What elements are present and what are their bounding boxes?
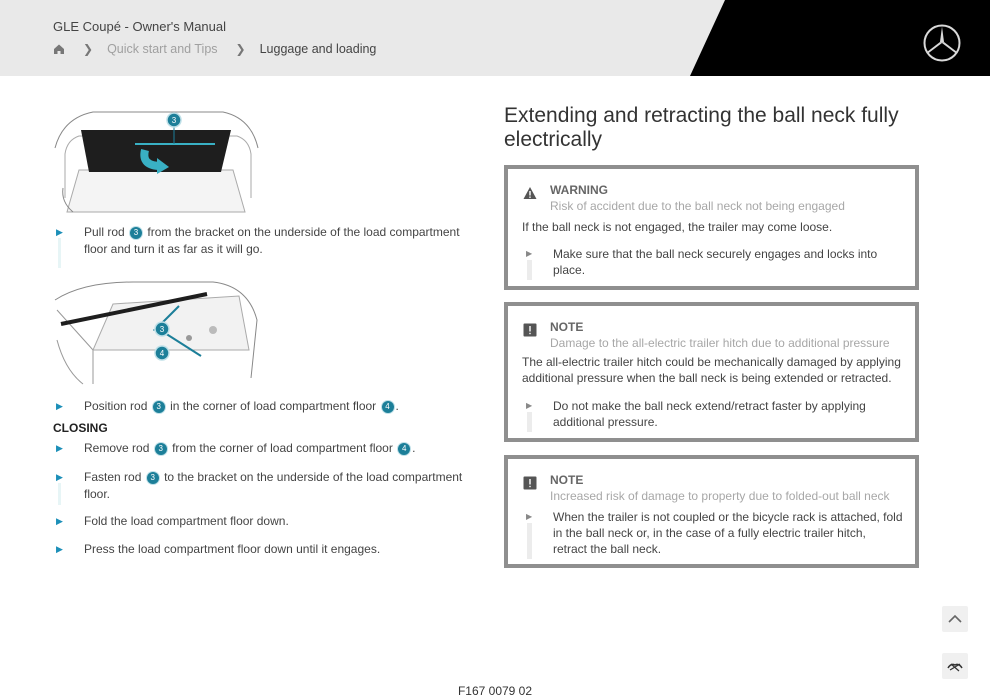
step-progress-bar: [527, 523, 532, 559]
step-arrow-icon: ▶: [526, 401, 533, 410]
figure-label-3: 3: [171, 116, 177, 125]
badge-rod-3: 3: [155, 443, 167, 455]
warning-body: If the ball neck is not engaged, the trailer may come loose.: [522, 220, 833, 234]
breadcrumb-link-quick-start[interactable]: Quick start and Tips: [107, 42, 218, 56]
vehicle-logo-button[interactable]: [942, 653, 968, 679]
step-text: Pull rod 3 from the bracket on the underside of the load compartment floor and turn it as far as it will go.: [84, 225, 460, 256]
chevron-right-icon: ❯: [83, 42, 94, 56]
note-step: [526, 398, 906, 432]
note-step: [526, 509, 906, 559]
step-pull-rod: [56, 224, 476, 268]
step-text: Fasten rod 3 to the bracket on the underside of the load compartment floor.: [84, 470, 463, 501]
rod-position-illustration: [53, 280, 259, 386]
step-progress-bar: [527, 260, 532, 280]
figure-label-4: 4: [159, 349, 165, 358]
home-icon[interactable]: [53, 43, 65, 55]
step-arrow-icon: ▶: [526, 512, 533, 521]
note-heading: NOTE: [550, 320, 584, 334]
step-text: Position rod 3 in the corner of load compartment floor 4 .: [84, 399, 399, 413]
step-fasten-rod: [56, 469, 476, 505]
step-text: Remove rod 3 from the corner of load compartment floor 4 .: [84, 441, 416, 455]
document-title: GLE Coupé - Owner's Manual: [53, 19, 227, 34]
step-progress-bar: [58, 238, 61, 268]
note-exclamation-icon: [523, 323, 537, 337]
note-box-pressure: [504, 302, 919, 442]
section-title: Extending and retracting the ball neck fully electrically: [504, 104, 899, 151]
chevron-right-icon: ❯: [235, 42, 246, 56]
breadcrumb: [53, 42, 376, 56]
note-box-ball-neck: [504, 455, 919, 568]
trunk-floor-illustration: [53, 108, 259, 214]
badge-rod-3: 3: [130, 227, 142, 239]
badge-floor-4: 4: [382, 401, 394, 413]
step-text: Press the load compartment floor down until it engages.: [84, 542, 381, 556]
mercedes-star-icon[interactable]: [922, 23, 962, 63]
scroll-to-top-button[interactable]: [942, 606, 968, 632]
step-fold-floor: [56, 513, 476, 533]
vehicle-icon: [942, 653, 968, 679]
closing-heading: CLOSING: [53, 421, 108, 435]
note-subheading: Increased risk of damage to property due to folded-out ball neck: [550, 489, 890, 503]
warning-step: [526, 246, 906, 280]
step-remove-rod: [56, 440, 476, 460]
note-body: The all-electric trailer hitch could be mechanically damaged by applying additional pressure when the ball neck is being extended or retracted.: [522, 355, 901, 385]
step-text: Do not make the ball neck extend/retract faster by applying additional pressure.: [553, 399, 866, 429]
warning-heading: WARNING: [550, 183, 608, 197]
figure-code: F167 0079 02: [457, 684, 533, 698]
step-position-rod: [56, 398, 476, 418]
step-text: When the trailer is not coupled or the bicycle rack is attached, fold in the ball neck or, in the case of a fully electric trailer hitch, retract the ball neck.: [553, 510, 903, 556]
badge-floor-4: 4: [398, 443, 410, 455]
badge-rod-3: 3: [153, 401, 165, 413]
breadcrumb-current: Luggage and loading: [259, 42, 377, 56]
step-arrow-icon: ▶: [56, 401, 63, 411]
warning-box: [504, 165, 919, 290]
step-arrow-icon: ▶: [56, 443, 63, 453]
step-text: Make sure that the ball neck securely engages and locks into place.: [553, 247, 878, 277]
step-arrow-icon: ▶: [56, 544, 63, 554]
warning-triangle-icon: [523, 186, 537, 200]
warning-subheading: Risk of accident due to the ball neck not being engaged: [550, 199, 845, 213]
chevron-up-icon: [942, 606, 968, 632]
step-text: Fold the load compartment floor down.: [84, 514, 289, 528]
step-arrow-icon: ▶: [56, 227, 63, 237]
badge-rod-3: 3: [147, 472, 159, 484]
step-arrow-icon: ▶: [526, 249, 533, 258]
step-arrow-icon: ▶: [56, 472, 63, 482]
step-arrow-icon: ▶: [56, 516, 63, 526]
figure-label-3: 3: [159, 325, 165, 334]
note-subheading: Damage to the all-electric trailer hitch due to additional pressure: [550, 336, 890, 350]
step-progress-bar: [58, 483, 61, 505]
note-exclamation-icon: [523, 476, 537, 490]
note-heading: NOTE: [550, 473, 584, 487]
step-press-floor: [56, 541, 476, 561]
step-progress-bar: [527, 412, 532, 432]
